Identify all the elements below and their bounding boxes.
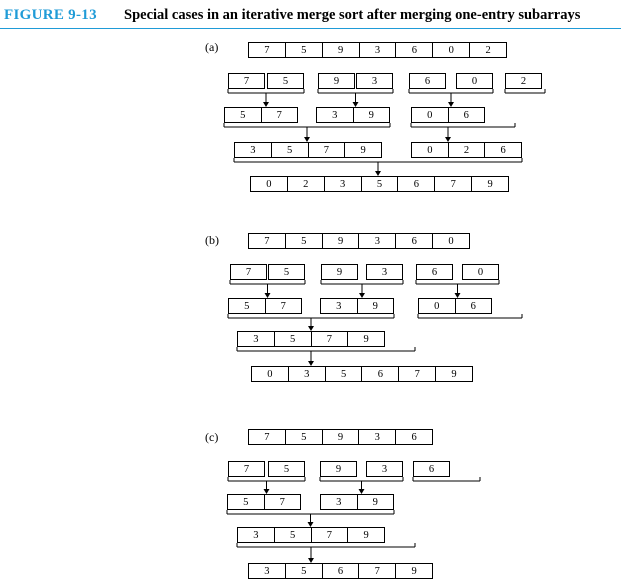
array-entry: 5 — [274, 332, 311, 346]
array-entry: 6 — [428, 463, 435, 475]
array-entry: 3 — [336, 496, 342, 508]
one-entry-subarray — [320, 461, 357, 477]
array-entry: 3 — [371, 75, 378, 87]
array-entry: 5 — [283, 463, 290, 475]
array-entry: 9 — [435, 367, 472, 381]
one-entry-subarray — [416, 264, 453, 280]
array-entry: 7 — [308, 143, 345, 157]
array-entry: 6 — [361, 367, 398, 381]
array-entry: 3 — [381, 266, 388, 278]
array-entry: 3 — [250, 144, 256, 156]
array-entry: 6 — [484, 143, 521, 157]
array-entry: 7 — [434, 177, 471, 191]
array-entry: 5 — [274, 528, 311, 542]
merged-subarray — [320, 494, 394, 510]
array-entry: 5 — [285, 43, 322, 57]
one-entry-subarray — [409, 73, 446, 89]
case-label: (c) — [205, 430, 219, 444]
array-entry: 9 — [353, 108, 390, 122]
one-entry-subarray — [356, 73, 393, 89]
merged-subarray — [228, 298, 302, 314]
array-entry: 0 — [266, 178, 272, 190]
array-entry: 7 — [358, 564, 395, 578]
array-entry: 0 — [427, 109, 433, 121]
array-entry: 7 — [264, 431, 270, 443]
array-entry: 5 — [325, 367, 362, 381]
array-entry: 5 — [243, 496, 249, 508]
array-entry: 9 — [333, 75, 340, 87]
array-entry: 3 — [358, 430, 395, 444]
array-entry: 9 — [471, 177, 508, 191]
array-entry: 5 — [361, 177, 398, 191]
initial-array — [248, 42, 507, 58]
array-entry: 0 — [434, 300, 440, 312]
merged-subarray — [227, 494, 301, 510]
array-entry: 5 — [282, 75, 289, 87]
array-entry: 6 — [395, 234, 432, 248]
array-entry: 2 — [448, 143, 485, 157]
one-entry-subarray — [268, 264, 305, 280]
array-entry: 3 — [332, 109, 338, 121]
array-entry: 2 — [469, 43, 506, 57]
array-entry: 3 — [358, 234, 395, 248]
figure-number: FIGURE 9-13 — [4, 7, 97, 23]
array-entry: 3 — [253, 529, 259, 541]
header-rule — [0, 28, 621, 29]
one-entry-subarray — [366, 461, 403, 477]
array-entry: 9 — [357, 495, 394, 509]
array-entry: 9 — [322, 234, 359, 248]
array-entry: 9 — [347, 332, 384, 346]
one-entry-subarray — [462, 264, 499, 280]
one-entry-subarray — [230, 264, 267, 280]
array-entry: 5 — [285, 430, 322, 444]
array-entry: 7 — [261, 108, 298, 122]
array-entry: 9 — [336, 266, 343, 278]
one-entry-subarray — [228, 461, 265, 477]
array-entry: 3 — [324, 177, 361, 191]
merged-subarray — [234, 142, 382, 158]
array-entry: 9 — [322, 43, 359, 57]
array-entry: 0 — [471, 75, 478, 87]
array-entry: 3 — [264, 565, 270, 577]
array-entry: 2 — [287, 177, 324, 191]
array-entry: 6 — [424, 75, 431, 87]
merged-subarray — [237, 527, 385, 543]
array-entry: 3 — [288, 367, 325, 381]
one-entry-subarray — [228, 73, 265, 89]
array-entry: 7 — [264, 235, 270, 247]
merged-subarray — [316, 107, 390, 123]
initial-array — [248, 429, 433, 445]
array-entry: 5 — [271, 143, 308, 157]
array-entry: 3 — [381, 463, 388, 475]
array-entry: 6 — [431, 266, 438, 278]
array-entry: 7 — [243, 463, 250, 475]
merged-subarray — [237, 331, 385, 347]
array-entry: 0 — [267, 368, 273, 380]
array-entry: 5 — [283, 266, 290, 278]
one-entry-subarray — [413, 461, 450, 477]
array-entry: 7 — [243, 75, 250, 87]
array-entry: 6 — [395, 430, 432, 444]
merged-subarray — [320, 298, 394, 314]
array-entry: 9 — [344, 143, 381, 157]
array-entry: 7 — [265, 299, 302, 313]
array-entry: 6 — [455, 299, 492, 313]
array-entry: 0 — [432, 234, 469, 248]
one-entry-subarray — [366, 264, 403, 280]
array-entry: 3 — [336, 300, 342, 312]
array-entry: 0 — [432, 43, 469, 57]
merged-subarray — [411, 142, 522, 158]
one-entry-subarray — [268, 461, 305, 477]
one-entry-subarray — [267, 73, 304, 89]
array-entry: 6 — [397, 177, 434, 191]
one-entry-subarray — [505, 73, 542, 89]
merged-subarray — [224, 107, 298, 123]
array-entry: 7 — [264, 495, 301, 509]
merged-subarray — [250, 176, 509, 192]
array-entry: 5 — [244, 300, 250, 312]
array-entry: 0 — [477, 266, 484, 278]
array-entry: 0 — [427, 144, 433, 156]
one-entry-subarray — [456, 73, 493, 89]
array-entry: 7 — [311, 528, 348, 542]
array-entry: 5 — [285, 234, 322, 248]
figure-title: Special cases in an iterative merge sort after merging one-entry subarrays — [124, 7, 581, 23]
array-entry: 2 — [520, 75, 527, 87]
array-entry: 7 — [264, 44, 270, 56]
array-entry: 9 — [322, 430, 359, 444]
array-entry: 7 — [398, 367, 435, 381]
one-entry-subarray — [321, 264, 358, 280]
array-entry: 6 — [395, 43, 432, 57]
array-entry: 9 — [395, 564, 432, 578]
merged-subarray — [418, 298, 492, 314]
merged-subarray — [251, 366, 473, 382]
array-entry: 9 — [347, 528, 384, 542]
merged-subarray — [411, 107, 485, 123]
array-entry: 9 — [335, 463, 342, 475]
case-label: (b) — [205, 233, 219, 247]
one-entry-subarray — [318, 73, 355, 89]
array-entry: 6 — [322, 564, 359, 578]
array-entry: 7 — [245, 266, 252, 278]
figure-header — [0, 0, 621, 28]
initial-array — [248, 233, 470, 249]
array-entry: 5 — [240, 109, 246, 121]
case-label: (a) — [205, 40, 219, 54]
array-entry: 6 — [448, 108, 485, 122]
array-entry: 5 — [285, 564, 322, 578]
array-entry: 7 — [311, 332, 348, 346]
array-entry: 3 — [253, 333, 259, 345]
array-entry: 9 — [357, 299, 394, 313]
merged-subarray — [248, 563, 433, 579]
array-entry: 3 — [359, 43, 396, 57]
